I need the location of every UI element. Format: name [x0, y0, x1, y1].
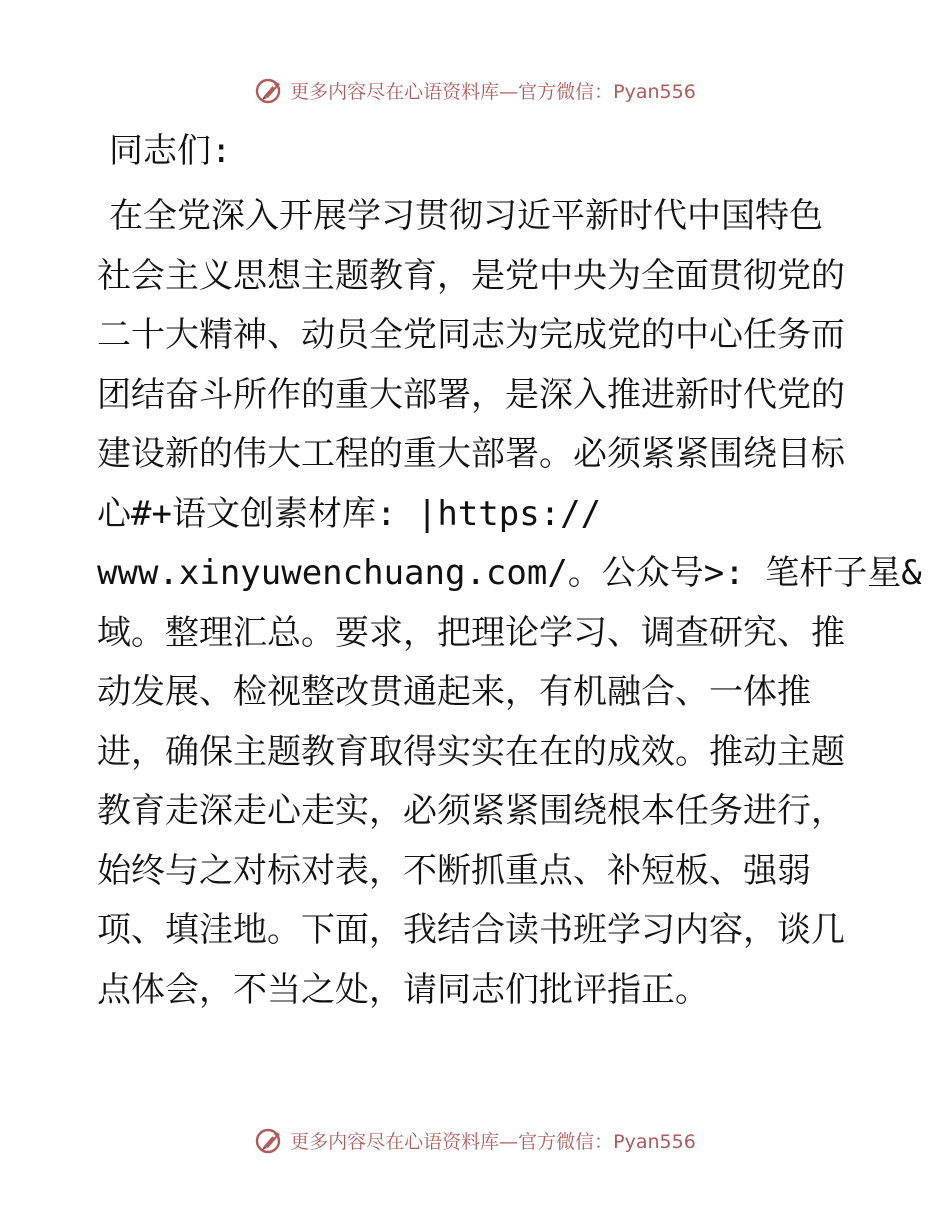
watermark-text — [290, 1127, 696, 1154]
watermark-wechat-id: Pyan556 — [613, 80, 696, 103]
paragraph-line: 社会主义思想主题教育，是党中央为全面贯彻党的 — [97, 255, 845, 296]
watermark-wechat-id: Pyan556 — [613, 1130, 696, 1153]
paragraph-line: 教育走深走心走实，必须紧紧围绕根本任务进行， — [97, 791, 845, 831]
paragraph-line: 二十大精神、动员全党同志为完成党的中心任务而 — [97, 315, 845, 355]
pen-nib-circle-icon — [254, 1124, 286, 1156]
paragraph-line: 域。整理汇总。要求，把理论学习、调查研究、推 — [97, 612, 845, 653]
header-watermark — [0, 72, 950, 108]
footer-watermark — [0, 1122, 950, 1158]
paragraph-line: 建设新的伟大工程的重大部署。必须紧紧围绕目标 — [97, 434, 845, 474]
salutation: 同志们: — [109, 131, 232, 171]
paragraph-line: 心#+语文创素材库: |https:// — [97, 493, 602, 534]
pen-nib-circle-icon — [254, 74, 286, 106]
paragraph-line: 始终与之对标对表，不断抓重点、补短板、强弱 — [97, 850, 811, 891]
document-body — [97, 122, 922, 1020]
paragraph-line: www.xinyuwenchuang.com/。公众号>: 笔杆子星& — [97, 553, 922, 593]
paragraph-line: 动发展、检视整改贯通起来，有机融合、一体推 — [97, 672, 811, 712]
paragraph-line: 团结奋斗所作的重大部署，是深入推进新时代党的 — [97, 374, 845, 415]
watermark-text — [290, 77, 696, 104]
paragraph-line: 进，确保主题教育取得实实在在的成效。推动主题 — [97, 731, 845, 772]
paragraph-line: 在全党深入开展学习贯彻习近平新时代中国特色 — [109, 196, 823, 236]
paragraph-line: 点体会，不当之处，请同志们批评指正。 — [97, 969, 709, 1010]
watermark-label: 更多内容尽在心语资料库—官方微信： — [290, 1130, 614, 1153]
watermark-label: 更多内容尽在心语资料库—官方微信： — [290, 80, 614, 103]
paragraph-line: 项、填洼地。下面，我结合读书班学习内容，谈几 — [97, 910, 845, 950]
